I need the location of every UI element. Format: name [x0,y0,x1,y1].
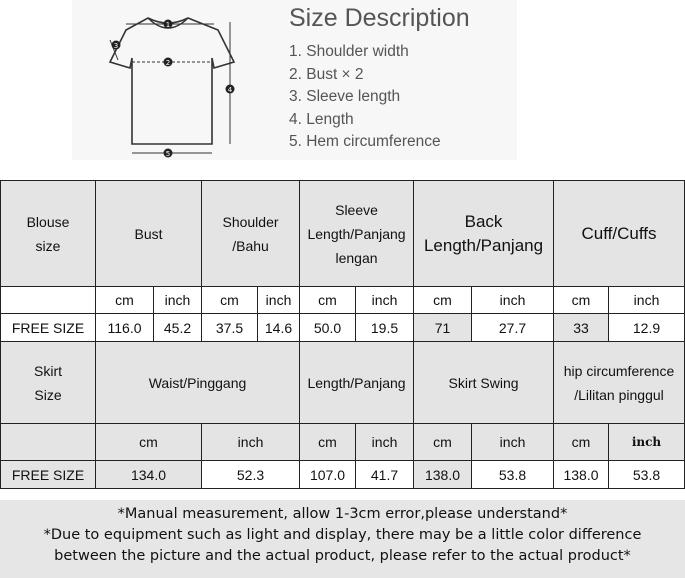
footer-line-2: *Due to equipment such as light and display, there may be a little color difference [43,527,642,543]
unit-cell: inch [472,287,554,314]
unit-cell: cm [414,424,472,461]
skirt-size-header: Skirt Size [1,342,96,424]
blouse-units-row [1,287,685,314]
unit-cell: inch [356,287,414,314]
value-cell: 45.2 [154,314,202,342]
blank-cell [1,287,96,314]
back-length-header: Back Length/Panjang [414,181,554,287]
value-cell: 116.0 [96,314,154,342]
value-cell: 134.0 [96,461,202,489]
value-cell: 71 [414,314,472,342]
svg-text:2: 2 [165,59,171,67]
value-cell: 27.7 [472,314,554,342]
marker-2 [164,58,173,68]
hip-header: hip circumference /Lilitan pinggul [554,342,685,424]
unit-cell: cm [414,287,472,314]
marker-5 [164,149,173,159]
row-label: FREE SIZE [1,314,96,342]
blank-cell [1,424,96,461]
sleeve-header: Sleeve Length/Panjang lengan [300,181,414,287]
unit-cell: inch [609,287,685,314]
unit-cell: inch [472,424,554,461]
value-cell: 53.8 [609,461,685,489]
skirt-values-row [1,461,685,489]
value-cell: 41.7 [356,461,414,489]
unit-cell: inch [202,424,300,461]
unit-cell: cm [554,424,609,461]
unit-cell: cm [96,287,154,314]
footer-notes [0,500,685,578]
svg-text:1: 1 [165,21,171,29]
desc-item-length: 4. Length [289,111,354,128]
size-chart-table [0,180,685,489]
value-cell: 138.0 [414,461,472,489]
desc-item-sleeve: 3. Sleeve length [289,88,401,105]
cuff-header: Cuff/Cuffs [554,181,685,287]
size-description-title: Size Description [289,4,470,32]
value-cell: 14.6 [258,314,300,342]
blouse-values-row [1,314,685,342]
unit-cell: cm [554,287,609,314]
unit-cell: inch [356,424,414,461]
value-cell: 12.9 [609,314,685,342]
unit-cell: cm [300,424,356,461]
value-cell: 138.0 [554,461,609,489]
value-cell: 53.8 [472,461,554,489]
marker-3 [112,41,121,51]
size-description-header [0,0,685,178]
waist-header: Waist/Pinggang [96,342,300,424]
value-cell: 33 [554,314,609,342]
value-cell: 107.0 [300,461,356,489]
value-cell: 37.5 [202,314,258,342]
unit-cell: cm [202,287,258,314]
marker-4 [226,85,235,95]
skirt-swing-header: Skirt Swing [414,342,554,424]
blouse-header-row [1,181,685,287]
blouse-size-header: Blouse size [1,181,96,287]
footer-line-3: between the picture and the actual product, please refer to the actual product* [54,548,631,564]
svg-text:5: 5 [165,150,171,158]
skirt-units-row [1,424,685,461]
row-label: FREE SIZE [1,461,96,489]
desc-item-shoulder: 1. Shoulder width [289,43,409,60]
unit-cell: inch [154,287,202,314]
unit-cell: cm [96,424,202,461]
shoulder-header: Shoulder /Bahu [202,181,300,287]
unit-cell: inch [258,287,300,314]
skirt-header-row [1,342,685,424]
value-cell: 19.5 [356,314,414,342]
unit-cell: inch [609,424,685,461]
svg-text:4: 4 [227,86,233,94]
unit-cell: cm [300,287,356,314]
desc-item-bust: 2. Bust × 2 [289,66,364,83]
footer-line-1: *Manual measurement, allow 1-3cm error,please understand* [117,506,568,522]
tshirt-diagram-icon [96,4,246,160]
value-cell: 50.0 [300,314,356,342]
skirt-length-header: Length/Panjang [300,342,414,424]
value-cell: 52.3 [202,461,300,489]
desc-item-hem: 5. Hem circumference [289,133,441,150]
bust-header: Bust [96,181,202,287]
svg-text:3: 3 [113,42,119,50]
